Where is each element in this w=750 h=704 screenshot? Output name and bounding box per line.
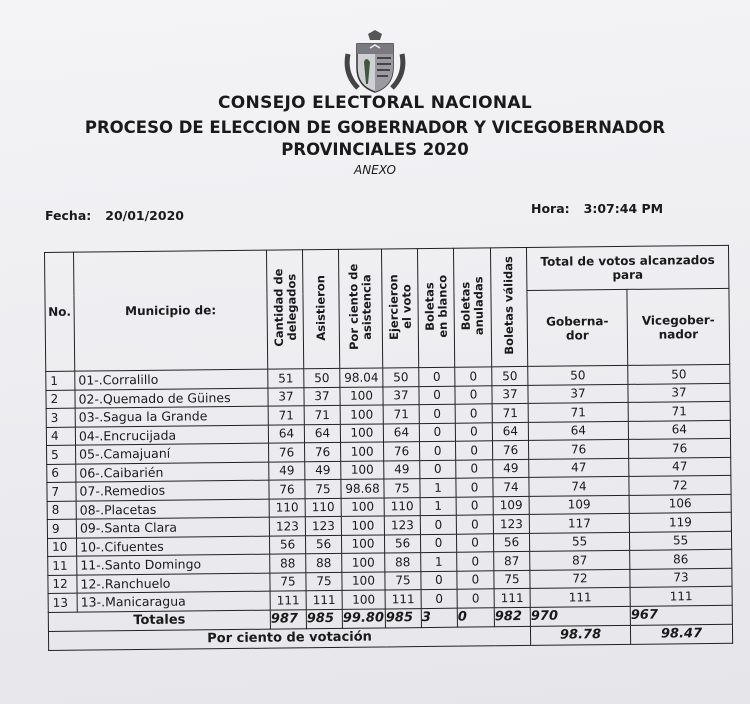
municipality-name: 13-.Manicaragua (77, 591, 270, 612)
time-field (531, 201, 663, 216)
void-ballots: 0 (456, 459, 493, 478)
header-gobernador (527, 290, 628, 367)
attended-count: 64 (304, 424, 340, 443)
delegates-count: 111 (270, 591, 306, 610)
voted-count: 56 (384, 534, 420, 553)
voted-count: 50 (383, 368, 419, 387)
void-ballots: 0 (457, 552, 494, 571)
header-vicegobernador (627, 289, 730, 366)
attended-count: 76 (305, 442, 341, 461)
void-ballots: 0 (456, 515, 493, 534)
blank-ballots: 0 (420, 441, 456, 460)
delegates-count: 49 (269, 461, 305, 480)
attended-count: 71 (304, 405, 340, 424)
header-validas (490, 247, 527, 366)
blank-ballots: 0 (419, 367, 455, 386)
totals-label: Totales (48, 610, 270, 631)
governor-votes: 109 (529, 495, 629, 515)
valid-ballots: 111 (494, 588, 530, 607)
blank-ballots: 0 (419, 386, 455, 405)
void-ballots: 0 (455, 404, 492, 423)
blank-ballots: 1 (421, 552, 457, 571)
votacion-gobernador: 98.78 (530, 625, 630, 645)
attended-count: 111 (306, 590, 342, 609)
votacion-vicegobernador: 98.47 (630, 624, 732, 644)
header-blanco-text: Boletas en blanco (421, 274, 450, 338)
attendance-percent: 100 (341, 442, 384, 461)
municipality-name: 11-.Santo Domingo (77, 554, 270, 575)
voted-count: 37 (383, 386, 419, 405)
blank-ballots: 0 (419, 404, 455, 423)
results-table-wrapper (44, 245, 733, 651)
governor-votes: 47 (529, 458, 629, 478)
date-value: 20/01/2020 (105, 208, 184, 223)
voted-count: 49 (384, 460, 420, 479)
vice-governor-votes: 119 (629, 512, 731, 532)
header-asistieron (302, 249, 339, 368)
governor-votes: 87 (530, 550, 630, 570)
vice-governor-votes: 73 (630, 568, 732, 588)
date-label: Fecha: (45, 208, 92, 223)
delegates-count: 123 (269, 517, 305, 536)
governor-votes: 76 (528, 439, 628, 459)
attendance-percent: 98.68 (341, 479, 384, 498)
total-cell: 987 (270, 609, 306, 628)
void-ballots: 0 (455, 385, 492, 404)
valid-ballots: 76 (493, 440, 529, 459)
attended-count: 37 (304, 387, 340, 406)
total-cell: 982 (494, 607, 530, 626)
voted-count: 123 (384, 516, 420, 535)
blank-ballots: 0 (420, 534, 456, 553)
municipality-name: 02-.Quemado de Güines (75, 388, 268, 409)
valid-ballots: 50 (492, 366, 528, 385)
void-ballots: 0 (456, 496, 493, 515)
voted-count: 75 (384, 479, 420, 498)
blank-ballots: 0 (421, 589, 457, 608)
municipality-name: 07-.Remedios (76, 480, 269, 501)
void-ballots: 0 (456, 533, 493, 552)
valid-ballots: 56 (493, 533, 529, 552)
total-cell: 99.80 (342, 608, 385, 627)
governor-votes: 71 (528, 402, 628, 422)
header-validas-text: Boletas válidas (501, 256, 517, 355)
total-cell: 985 (385, 608, 421, 627)
void-ballots: 0 (456, 441, 493, 460)
delegates-count: 76 (269, 443, 305, 462)
row-number: 4 (46, 427, 75, 446)
row-number: 11 (48, 556, 77, 575)
time-value: 3:07:44 PM (583, 201, 664, 216)
council-title: CONSEJO ELECTORAL NACIONAL (218, 93, 532, 113)
valid-ballots: 74 (493, 477, 529, 496)
municipality-name: 01-.Corralillo (75, 369, 268, 390)
municipality-name: 05-.Camajuaní (76, 443, 269, 464)
attendance-percent: 100 (341, 497, 384, 516)
voted-count: 64 (383, 423, 419, 442)
row-number: 9 (47, 519, 76, 538)
vice-governor-votes: 71 (628, 401, 730, 421)
row-number: 8 (47, 501, 76, 520)
attendance-percent: 100 (342, 571, 385, 590)
row-number: 5 (47, 445, 76, 464)
attendance-percent: 100 (342, 553, 385, 572)
blank-ballots: 0 (420, 460, 456, 479)
total-cell: 970 (530, 606, 630, 626)
municipality-name: 04-.Encrucijada (75, 425, 268, 446)
delegates-count: 56 (269, 535, 305, 554)
attended-count: 50 (304, 368, 340, 387)
attended-count: 123 (305, 516, 341, 535)
voted-count: 110 (384, 497, 420, 516)
void-ballots: 0 (457, 570, 494, 589)
header-porciento (338, 249, 382, 368)
coat-of-arms-icon (340, 28, 410, 98)
voted-count: 76 (384, 442, 420, 461)
vice-governor-votes: 106 (629, 494, 731, 514)
governor-votes: 37 (528, 384, 628, 404)
header-cantidad-text: Cantidad de delegados (270, 268, 299, 348)
total-cell: 3 (421, 608, 457, 627)
void-ballots: 0 (455, 422, 492, 441)
valid-ballots: 109 (493, 496, 529, 515)
delegates-count: 37 (268, 387, 304, 406)
valid-ballots: 87 (494, 551, 530, 570)
header-ejercieron (381, 249, 418, 368)
blank-ballots: 0 (419, 423, 455, 442)
delegates-count: 75 (270, 572, 306, 591)
attendance-percent: 100 (342, 590, 385, 609)
municipality-name: 08-.Placetas (76, 499, 269, 520)
municipality-name: 09-.Santa Clara (76, 517, 269, 538)
header-blanco (417, 248, 454, 367)
attendance-percent: 100 (341, 534, 384, 553)
row-number: 1 (46, 371, 75, 390)
header-asistieron-text: Asistieron (313, 274, 328, 341)
valid-ballots: 71 (492, 403, 528, 422)
delegates-count: 64 (268, 424, 304, 443)
governor-votes: 55 (529, 532, 629, 552)
attended-count: 75 (305, 479, 341, 498)
vice-governor-votes: 86 (630, 549, 732, 569)
header-porciento-text: Por ciento de asistencia (346, 264, 374, 351)
attendance-percent: 100 (340, 386, 383, 405)
attendance-percent: 100 (340, 423, 383, 442)
header-no: No. (45, 252, 75, 371)
voted-count: 75 (385, 571, 421, 590)
governor-votes: 64 (528, 421, 628, 441)
voted-count: 71 (383, 405, 419, 424)
vice-governor-votes: 47 (629, 457, 731, 477)
annex-label: ANEXO (353, 163, 396, 177)
vice-governor-votes: 50 (628, 364, 730, 384)
void-ballots: 0 (456, 478, 493, 497)
governor-votes: 74 (529, 476, 629, 496)
header-anuladas-text: Boletas anuladas (458, 276, 486, 336)
delegates-count: 110 (269, 498, 305, 517)
header-cantidad (266, 250, 303, 369)
attended-count: 88 (306, 553, 342, 572)
vice-governor-votes: 72 (629, 475, 731, 495)
governor-votes: 72 (530, 569, 630, 589)
attendance-percent: 100 (341, 460, 384, 479)
blank-ballots: 1 (420, 478, 456, 497)
municipality-name: 10-.Cifuentes (76, 536, 269, 557)
vice-governor-votes: 76 (628, 438, 730, 458)
total-cell: 985 (306, 609, 342, 628)
governor-votes: 111 (530, 587, 630, 607)
delegates-count: 88 (270, 554, 306, 573)
header-anuladas (453, 248, 491, 367)
municipality-name: 12-.Ranchuelo (77, 573, 270, 594)
delegates-count: 51 (268, 369, 304, 388)
vice-governor-votes: 55 (629, 531, 731, 551)
header-vicegobernador-text: Vicegober- nador (641, 312, 715, 342)
attended-count: 56 (305, 535, 341, 554)
valid-ballots: 123 (493, 514, 529, 533)
voted-count: 111 (385, 590, 421, 609)
total-cell: 967 (630, 605, 732, 625)
governor-votes: 50 (528, 365, 628, 385)
delegates-count: 71 (268, 406, 304, 425)
row-number: 10 (47, 538, 76, 557)
blank-ballots: 0 (421, 571, 457, 590)
row-number: 7 (47, 482, 76, 501)
governor-votes: 117 (529, 513, 629, 533)
municipality-name: 06-.Caibarién (76, 462, 269, 483)
delegates-count: 76 (269, 480, 305, 499)
votacion-label: Por ciento de votación (48, 626, 530, 650)
void-ballots: 0 (457, 589, 494, 608)
attendance-percent: 98.04 (340, 368, 383, 387)
header-municipio: Municipio de: (74, 250, 268, 371)
municipality-name: 03-.Sagua la Grande (75, 406, 268, 427)
total-cell: 0 (457, 607, 494, 626)
process-subtitle: PROVINCIALES 2020 (281, 140, 469, 159)
header-total-group: Total de votos alcanzados para (526, 245, 728, 290)
header-gobernador-text: Goberna- dor (545, 313, 609, 343)
process-title: PROCESO DE ELECCION DE GOBERNADOR Y VICEGOBERNADOR (84, 118, 666, 137)
vice-governor-votes: 64 (628, 420, 730, 440)
valid-ballots: 49 (493, 459, 529, 478)
blank-ballots: 0 (420, 515, 456, 534)
attended-count: 110 (305, 498, 341, 517)
row-number: 13 (48, 593, 77, 612)
header-ejercieron-text: Ejercieron el voto (385, 273, 414, 340)
vice-governor-votes: 111 (630, 586, 732, 606)
attendance-percent: 100 (340, 405, 383, 424)
attendance-percent: 100 (341, 516, 384, 535)
row-number: 2 (46, 390, 75, 409)
results-table (44, 245, 733, 651)
attended-count: 75 (306, 572, 342, 591)
time-label: Hora: (531, 201, 570, 216)
valid-ballots: 75 (494, 570, 530, 589)
vice-governor-votes: 37 (628, 383, 730, 403)
date-field (45, 208, 184, 223)
row-number: 12 (48, 575, 77, 594)
blank-ballots: 1 (420, 497, 456, 516)
voted-count: 88 (385, 553, 421, 572)
table-body (46, 364, 732, 612)
row-number: 3 (46, 408, 75, 427)
attended-count: 49 (305, 461, 341, 480)
valid-ballots: 64 (492, 422, 528, 441)
valid-ballots: 37 (492, 385, 528, 404)
void-ballots: 0 (455, 367, 492, 386)
row-number: 6 (47, 464, 76, 483)
